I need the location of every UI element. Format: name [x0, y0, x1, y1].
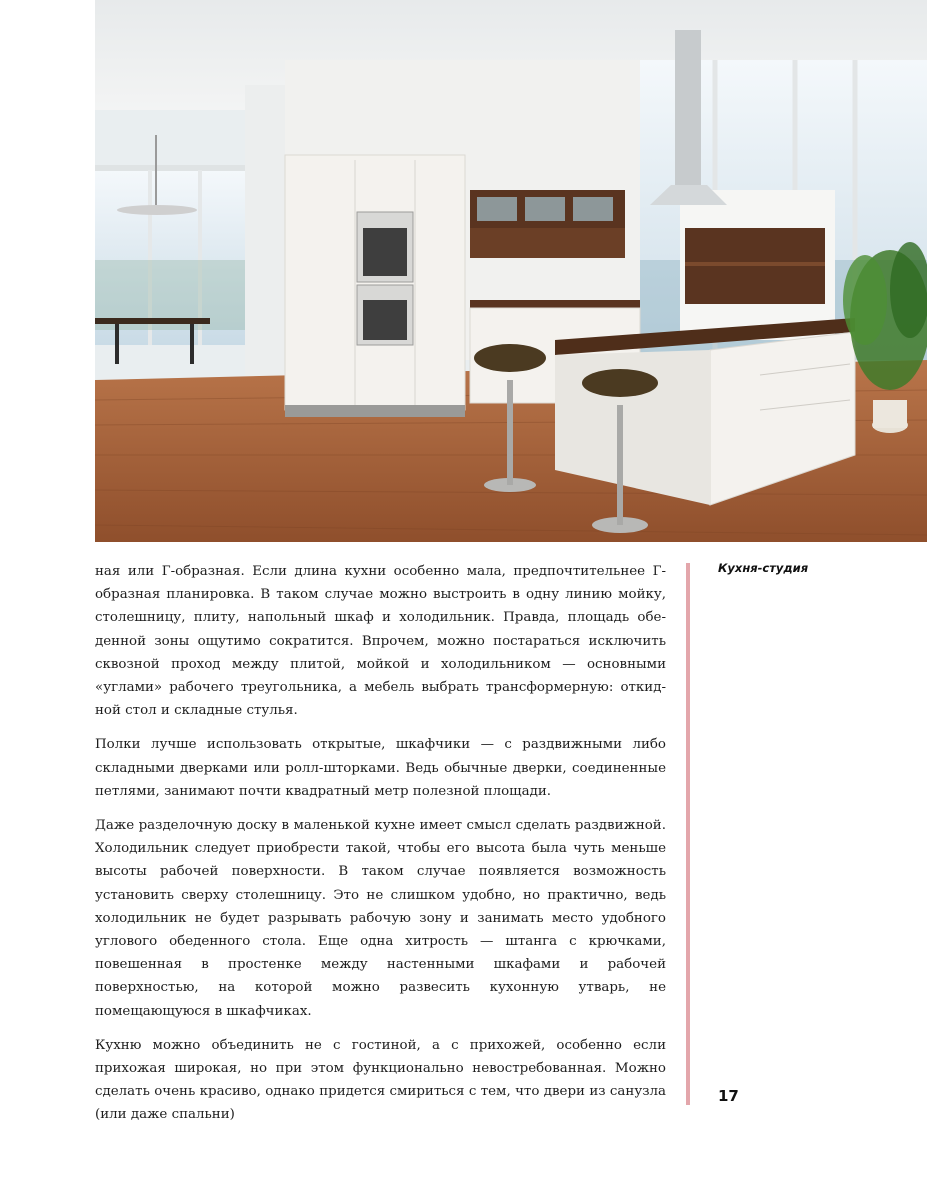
paragraph-3: Даже разделочную доску в маленькой кухне имеет смысл сделать раздвижной. Холодильник следует приобрести такой, чтобы его высота была чуть меньше высоты рабочей поверхности. В таком случае появляется возможность установить сверху столешницу. Это не слишком удобно, но практично, ведь холодильник не будет разрывать рабочую зону и занимать место удобного углового обеденного стола. Еще одна хитрость — штанга с крючками, повешенная в простенке между настенными шкафами и рабочей поверхностью, на которой можно развесить кухонную утварь, не помещающуюся в шкафчиках. [95, 818, 666, 1019]
kitchen-studio-photo [95, 0, 927, 542]
paragraph-4: Кухню можно объединить не с гостиной, а с прихожей, особенно если прихожая широкая, но при этом функционально невостребованная. Можно сделать очень красиво, однако придется смириться с тем, что двери из санузла (или даже спальни) [95, 1037, 666, 1123]
kitchen-illustration [95, 0, 927, 542]
paragraph-1: ная или Г-образная. Если длина кухни особенно мала, предпочтительнее Г-образная планировка. В таком случае можно выстроить в одну линию мойку, столешницу, плиту, напольный шкаф и холодильник. Правда, площадь обеденной зоны ощутимо сократится. Впрочем, можно постараться исключить сквозной проход между плитой, мойкой и холодильником — основными «углами» рабочего треугольника, а мебель выбрать трансформерную: откидной стол и складные стулья. [95, 564, 666, 719]
margin-rule [686, 563, 690, 1105]
paragraph-2: Полки лучше использовать открытые, шкафчики — с раздвижными либо складными дверками или ролл-шторками. Ведь обычные дверки, соединенные петлями, занимают почти квадратный метр полезной площади. [95, 737, 666, 799]
photo-caption: Кухня-студия [718, 561, 809, 575]
article-body [95, 560, 666, 1138]
page-number: 17 [718, 1087, 739, 1105]
